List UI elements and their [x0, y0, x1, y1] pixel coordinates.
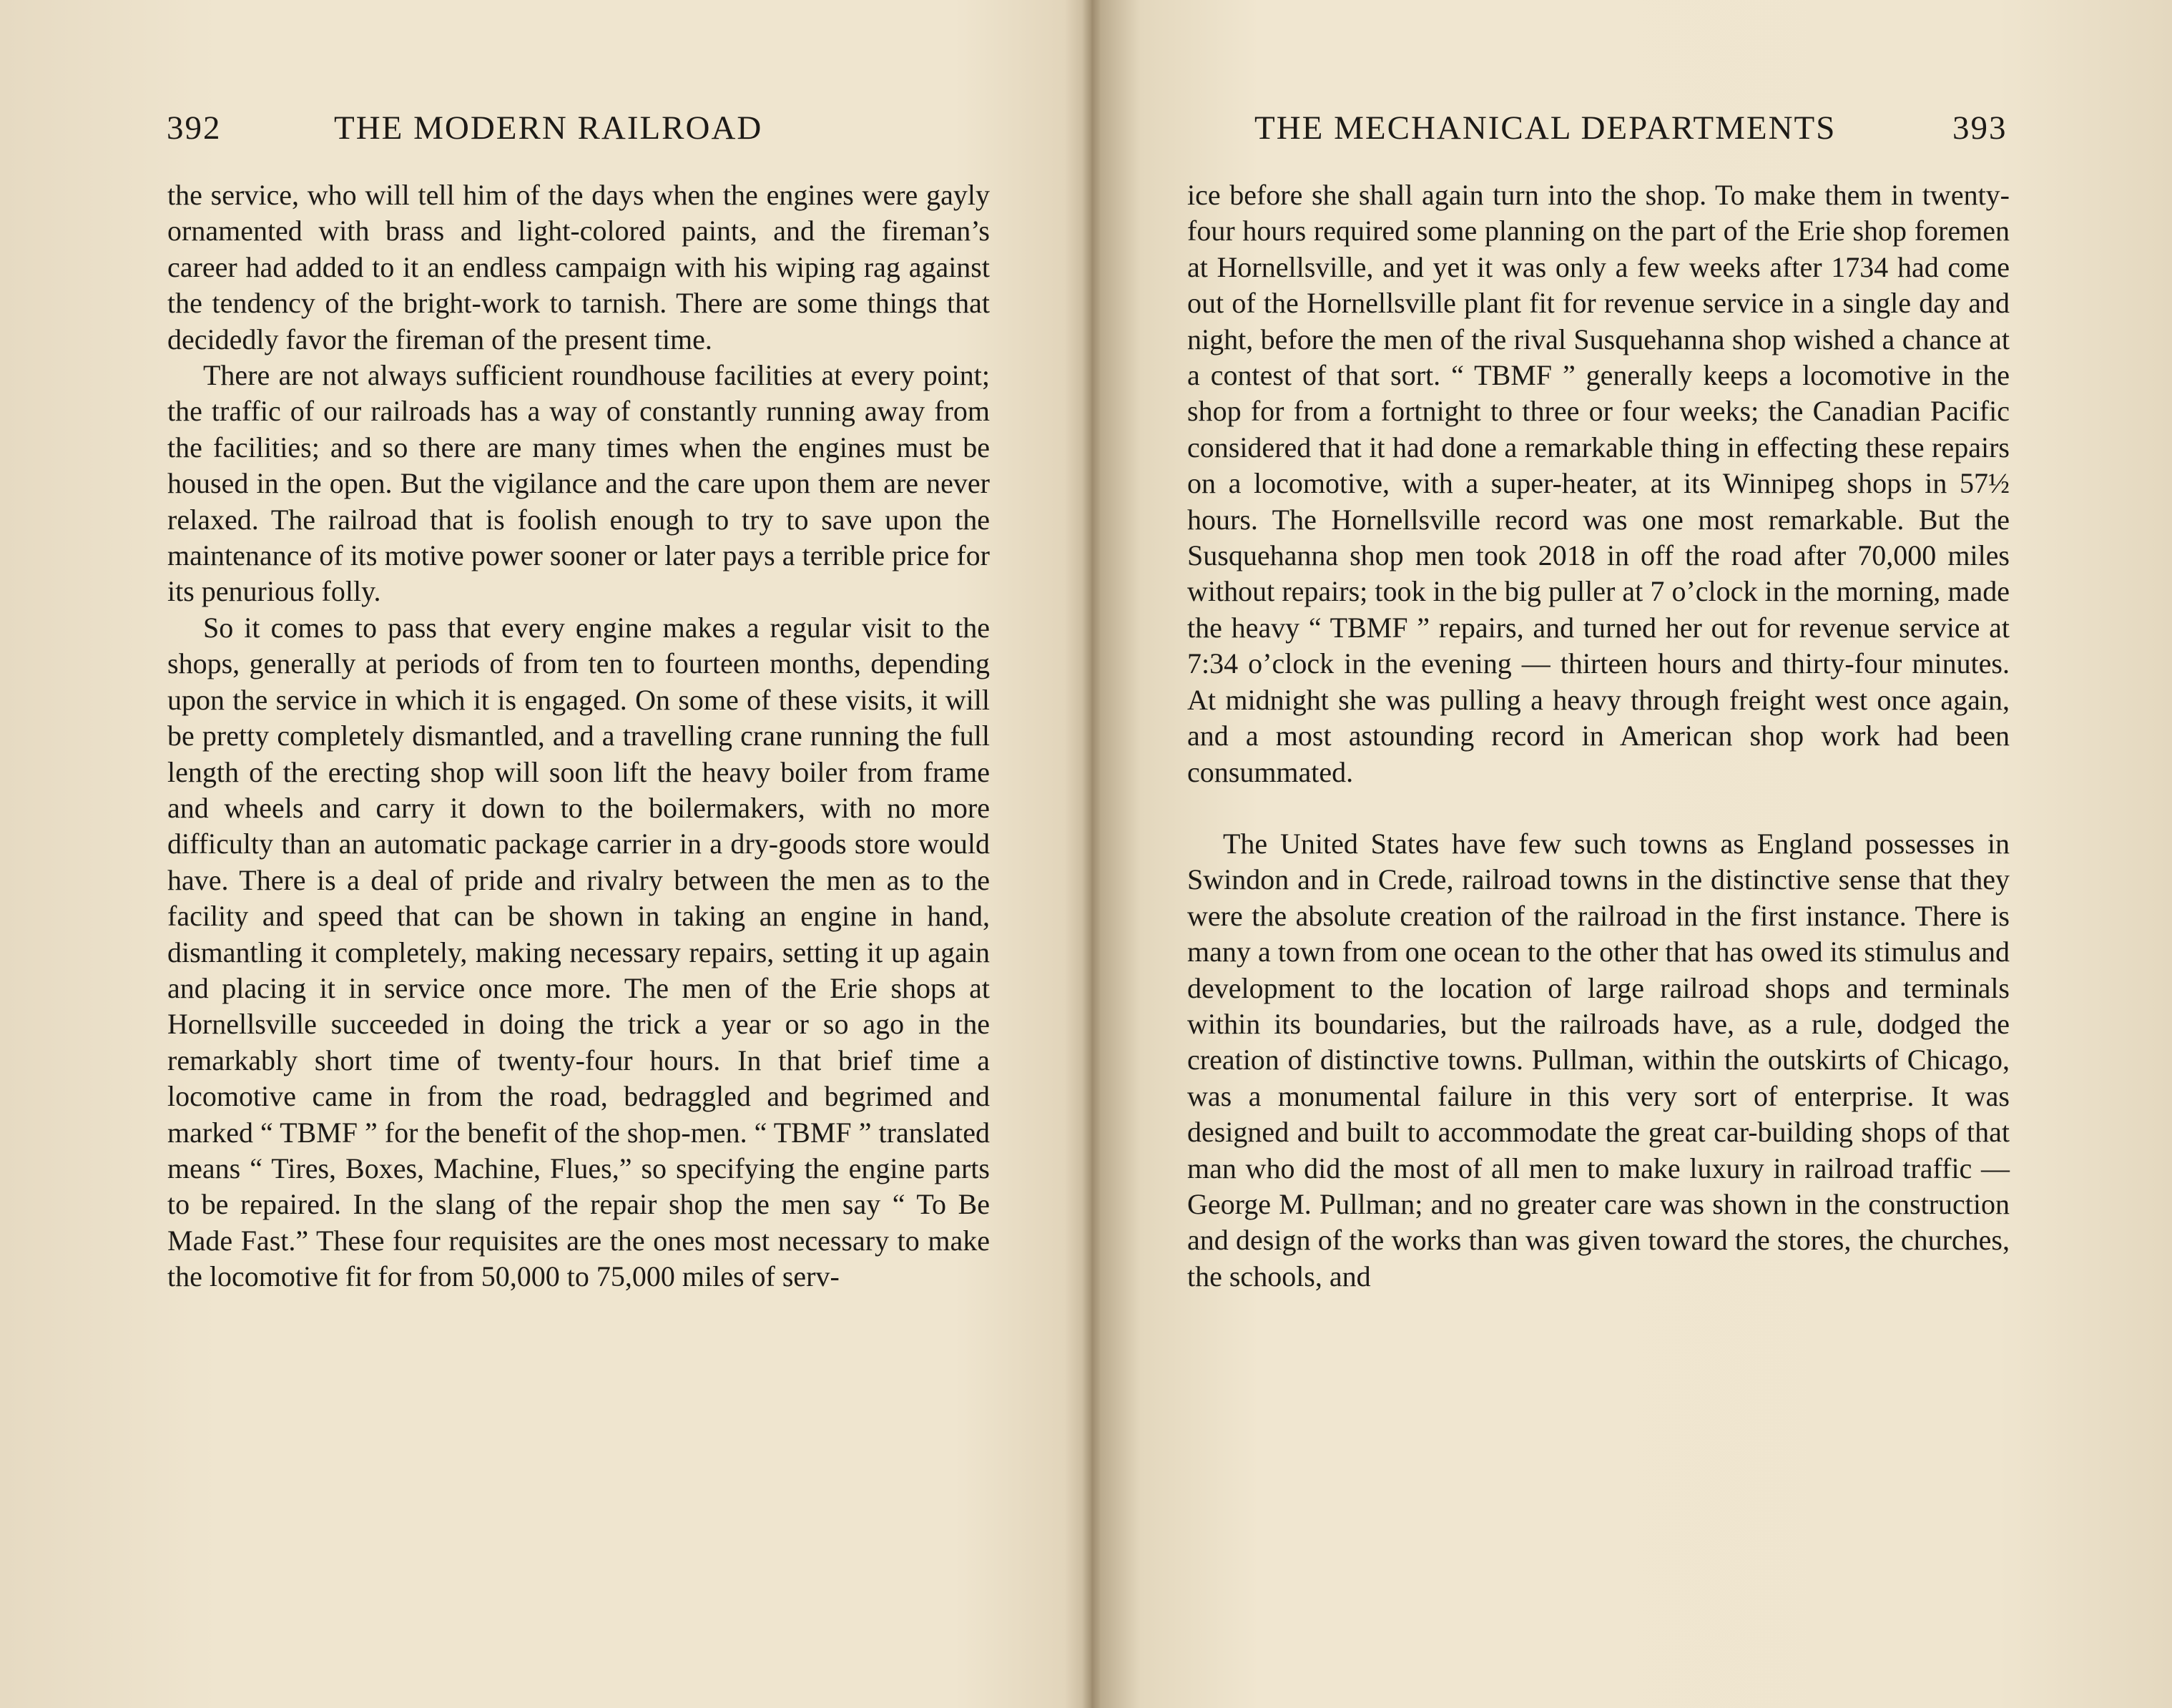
paragraph: the service, who will tell him of the days when the engines were gayly ornamented with brass and light-colored paints, and the fireman’s career had added to it an endless campaign with his wiping rag against the tendency of the bright-work to tarnish. There are some things that decidedly favor the fireman of the present time.	[167, 179, 990, 355]
body-text	[167, 177, 990, 1295]
running-head-title: THE MECHANICAL DEPARTMENTS	[1254, 109, 1837, 147]
body-text	[1187, 177, 2010, 1295]
paragraph: There are not always sufficient roundhouse facilities at every point; the traffic of our railroads has a way of constantly running away from the facilities; and so there are many times when the engines must be housed in the open. But the vigilance and the care upon them are never relaxed. The railroad that is foolish enough to try to save upon the maintenance of its motive power sooner or later pays a terrible price for its penurious folly.	[167, 359, 990, 608]
paragraph: The United States have few such towns as England possesses in Swindon and in Crede, railroad towns in the distinctive sense that they were the absolute creation of the railroad in the first instance. There is many a town from one ocean to the other that has owed its stimulus and development to the location of large railroad shops and terminals within its boundaries, but the railroads have, as a rule, dodged the creation of distinctive towns. Pullman, within the outskirts of Chicago, was a monumental failure in this very sort of enterprise. It was designed and built to accommodate the great car-building shops of that man who did the most of all men to make luxury in railroad traffic — George M. Pullman; and no greater care was shown in the construction and design of the works than was given toward the stores, the churches, the schools, and	[1187, 827, 2010, 1292]
page-number: 393	[1952, 109, 2008, 147]
paragraph: So it comes to pass that every engine makes a regular visit to the shops, generally at periods of from ten to fourteen months, depending upon the service in which it is engaged. On some of these visits, it will be pretty completely dismantled, and a travelling crane running the full length of the erecting shop will soon lift the heavy boiler from frame and wheels and carry it down to the boilermakers, with no more difficulty than an automatic package carrier in a dry-goods store would have. There is a deal of pride and rivalry between the men as to the facility and speed that can be shown in taking an engine in hand, dismantling it completely, making necessary repairs, setting it up again and placing it in service once more. The men of the Erie shops at Hornellsville succeeded in doing the trick a year or so ago in the remarkably short time of twenty-four hours. In that brief time a locomotive came in from the road, bedraggled and begrimed and marked “ TBMF ” for the benefit of the shop-men. “ TBMF ” translated means “ Tires, Boxes, Machine, Flues,” so specifying the engine parts to be repaired. In the slang of the repair shop the men say “ To Be Made Fast.” These four requisites are the ones most necessary to make the locomotive fit for from 50,000 to 75,000 miles of serv-	[167, 611, 990, 1293]
right-page	[1087, 0, 2172, 1708]
running-head-title: THE MODERN RAILROAD	[334, 109, 763, 147]
page-number: 392	[167, 109, 222, 147]
section-break	[1187, 790, 2010, 826]
paragraph: ice before she shall again turn into the shop. To make them in twenty-four hours required some planning on the part of the Erie shop foremen at Hornellsville, and yet it was only a few weeks after 1734 had come out of the Hornellsville plant fit for revenue service in a single day and night, before the men of the rival Susquehanna shop wished a chance at a contest of that sort. “ TBMF ” generally keeps a locomotive in the shop for from a fortnight to three or four weeks; the Canadian Pacific considered that it had done a remarkable thing in effecting these repairs on a locomotive, with a super-heater, at its Winnipeg shops in 57½ hours. The Hornellsville record was one most remarkable. But the Susquehanna shop men took 2018 in off the road after 70,000 miles without repairs; took in the big puller at 7 o’clock in the morning, made the heavy “ TBMF ” repairs, and turned her out for revenue service at 7:34 o’clock in the evening — thirteen hours and thirty-four minutes. At midnight she was pulling a heavy through freight west once again, and a most astounding record in American shop work had been consummated.	[1187, 179, 2010, 788]
